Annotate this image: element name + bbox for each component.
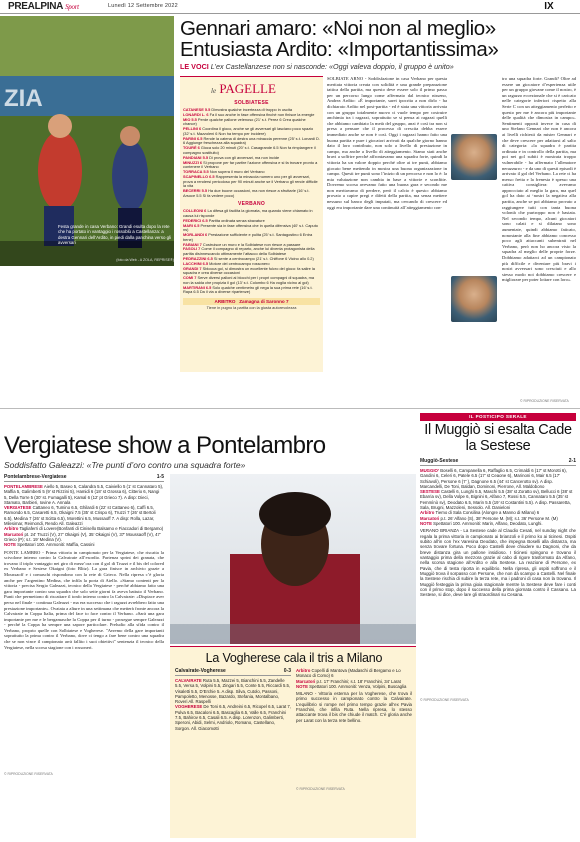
sidebar-body: VERANO BRIANZA - La Sestese cade al Claudio Cesati, nel sunday night che regala la prima vittoria in campionato ai brianzoli e il primo ko ai ticinesi. Ospiti subito all’in con l’ex Varesina Deodato, che impegna Boselli alla distanza, ma senza trovare fortuna. Poco dopo Castelli deve chiudere su Dagnoni, che da breve distanza gira un pallone insidioso. I ticinesi spingono e trovano il vantaggio prima della mezzora grazie al cabo di rigore trasformato da Alfano, nella scorsa stagione all’Ardito e alla Sestese. La reazione di Persone, ex Pavia, che di testa riporta in equilibrio. Nella ripresa, gli ospiti soffrono e il Muggiò trova il sorpasso con Persone, che non dà scampo a Castelli. Nel finale la Sestese rischia di subire la terza rete, ma i padroni di casa non la trovano. Il Muggiò festeggia la prima gioia stagionale mentre la Sestese deve fare i conti con il primo stop, dopo il successo della prima giornata contro il Cassano. La Sestese, si dice, deve lare gli straordinari su Cesana. — [420, 528, 576, 598]
bottom-article-body: PONTE LAMBRO - Prima vittoria in campionato per la Vergiatese, che riscatta la scivolone interno contro la Calvairate all’esordio. Partenza sprint dei granata, che trovano il triplo vantaggio nei giro di mezz’ora con il gol di Truzzi e il bis del colored ex Verbano e Sestese Okaigni (foto Blitz). La gara finisce in archivio grazie a Moussaoff e i comaschi rispondono con la rete di Grieco. Nella ripresa c’è gloria anche per l’argentino Medina, che infila la porta di Aiello. «Siamo contenti per la vittoria - precisa Sergio Galeazzi, tecnico della Vergiatese - perché abbiamo fatto una gara importante contro una squadra che solo sette giorni fa aveva battuto il Verbano. Punti che permettono di riscattare il tonfo interno contro la Calvairate: «Dispiace aver perso nel finale - continua Galeazzi - ma era successo che i ragazzi avrebbero fatto una prestazione importante». Ovatata a alture in una settimana che metterà fronte ancora la Calvairate in Coppa Italia, prima del face to face contro il Verbano. «Sarà una gara importante per me e le bergamasche la Coppa per il turno - prosegue sempre Galeazzi - perché la Coppa ha sempre una sapore particolare. Preludio alla sfida contro il Verbano, proprio quelle con Solbiatese e Vogherese. "Avremo della gare importanti soprattutto la prima contro il Verbano, dove ci tengo a fare bene contro una squadra che se non vince il campionato arrà fallito i suoi obiettivi" sentenzia il tecnico della Vergiatese, nella scorsa stagione con i rossoneri. — [4, 549, 164, 650]
item-label: TOURÉ 6 — [183, 145, 200, 151]
item-label: LONARDI L. 6 — [183, 111, 209, 117]
item-text: Solo qualche centimetro gli nega la sua prima rete (16’ s.t. Rapa 6.5 Da il via a diverse ripartenze) — [183, 284, 313, 295]
pagelle-team-1: SOLBIATESE — [234, 100, 269, 106]
list-item — [4, 542, 164, 547]
sidebar-headline: Il Muggiò si esalta Cade la Sestese — [424, 422, 572, 454]
item-label: MARTIRANI 6.5 — [183, 284, 212, 290]
item-label: FABIANI 7 — [183, 241, 202, 247]
portrait-spacer — [451, 274, 499, 320]
item-label: VOGHERESE — [175, 704, 203, 710]
item-text: De Toni 6.5, Andreini 6.5, Ricopel 6.5, Larat 7, Pulva 6.5, Bacaloni 6.5, Bascaglia 6.5, Valle 6.5, Franchini 7.5, Bahirov 6.5, Casali 6.5. A disp. Lorenzon, Galimberti, Speroni, Abidi, Selmi, Andriolo, Romano, Castellano, Sorgon. All. Giacomotti — [175, 704, 292, 731]
sidebar-result-score: 2-1 — [568, 458, 576, 464]
sidebar-credit: © RIPRODUZIONE RISERVATA — [420, 698, 469, 703]
item-text: Dimostra qualche incertezza di troppo in uscita — [210, 107, 293, 112]
vogherese-result-score: 0-3 — [283, 668, 291, 674]
item-label: CATANESE 5.5 — [183, 107, 211, 112]
item-label: GRANDI 7 — [183, 265, 202, 271]
item-label: PARINI 6.5 — [183, 135, 203, 141]
item-label: COMI 7 — [183, 275, 197, 281]
player-photo — [170, 474, 416, 644]
item-text: Aiello 5, Baseo 5, Calandra 5.5, Caiviello 5 (1’ st Cannataro 5), Maffia 5, Galimberti 5 (9’ st Rizzini 5), Hamidi 6 (18’ st Grossa 6), Citterio 6, Nangi 5, Della Torre 5 (30’ st. Fumagalli 5), Kamal 6 (12’ pt Grieco 7). A disp: Dieci, Stamato, Barbieri, Iovine A. Annala — [4, 484, 164, 505]
item-text: Sblocca gol, si dimostra un eccellente fulcro del gioco: fa salire la squadra e crea diverse occasioni — [183, 265, 315, 276]
list-item — [296, 684, 412, 689]
item-label: Marcatori — [420, 515, 440, 521]
item-label: VERGIATESE — [4, 505, 32, 511]
item-label: PELLINI 6 — [183, 126, 202, 132]
issue-date: Lunedì 12 Settembre 2022 — [108, 3, 178, 9]
item-text: Ha due buone occasioni, ma non riesce a sfruttarle (16’ s.t. Arsoce 5.5 Si fa vedere poco) — [183, 188, 310, 198]
item-label: MUGGIO’ — [420, 468, 440, 473]
pagelle-arbitro-label: ARBITRO — [214, 298, 236, 304]
pagelle-title-prefix: le — [211, 87, 217, 95]
bottom-result-teams: Pontelambrese-Vergiatese — [4, 474, 67, 480]
item-label: Marcatori — [296, 678, 316, 684]
vogherese-col-2 — [296, 668, 412, 791]
item-label: FEDERICI 6.5 — [183, 217, 208, 223]
item-text: Ruta 5.5, Mazzei 5, Bianchini 5.5, Zandelle 5.5, Versa 5, Volpini 5.5, Zingari 5.5, Conte 5.5, Riccardi 5.5, Visaletti 5.5, D’Erchie 5. A disp. Silva, Cutolo, Passoni, Pampoletto, Menosse, Bazardo, Stefania, Montalbano, Roveri All. Raspelli — [175, 678, 291, 705]
item-label: MIO 5.5 — [183, 116, 197, 122]
item-text: Boselli 6, Campanella 6, Raffaglio 6.5, Crimaldi 6 (17’ st Morotti 6), Gandini 6, Celeri 6, Patele 6.5 (17’ st Ceaone 6), Marinoni 6, Mair 6.5 (17’ Schiavoli), Persone 6 (7’ ), Dagnone 6.5 (44’ st Cancerotto sv). A disp. Marcandelli, De Toni, Baldan, Dominoni, Pierrone, All. Maldobono — [420, 468, 567, 489]
brand-name: PREALPINA — [8, 1, 64, 12]
bottom-tabellino — [4, 484, 164, 548]
top-article-col-1: SOLBIATE ARNO - Soddisfazione in casa Verbano per questa meritata vittoria creata con solidità e una grande preparazione tattica della partita, ma questo deve essere solo il primo passo per un percorso lungo come affermato dal tecnico nisseno, Andrea Ardito: «È importante, sarei ipocrita a non dirlo - ha dichiarato Ardito nel post-partita - ed è stata una vittoria arrivata con un gruppo totalmente nuovo ci vuole tempo per costruire anchimia tra i ragazzi, soprattutto se si pensa ai ragazzi quelli che abbiamo cambiato la metà del gruppo, anzi è così tra non si presa a pensare che il processo di crescita debba essere immediato anche se non è così. Oggi i ragazzi hanno fatto una buona partita e pure i giocatori arrivati da qualche giorno hanno dato il loro contributo, non solo a livello di prestazione in campo, ma anche a livello di atteggiamento. Siamo stati anche bravi a soffrire perché affrontavamo una squadra forte, quindi la vittoria ha un valore doppio perché oltre ai tre punti, abbiamo giocato bene mettendo in mostra una buona organizzazione in campo. Questi tre punti sono l’inizio di un percorso e non lo è: la mia valutazione non cambia in base a vittorie e sconfitte. Dovremo scorsa avevamo fatto una buona gara e secondo me non meritavamo di perdere, però il calcio è questo: abbiamo provato a capire pregi e difetti della partita, ma senza mettere nessuno sul banco degli imputati, ma cercando di crescere ed oggi era importante dare una continuità all’atteggiamento con- — [327, 76, 447, 210]
pagelle-title — [211, 81, 320, 97]
pagelle-box — [180, 76, 323, 372]
item-label: BECERRI 5.5 — [183, 188, 207, 194]
item-label: NOTE — [4, 542, 16, 548]
list-item — [4, 505, 164, 526]
vogherese-result-teams: Calvairate-Vogherese — [175, 668, 226, 674]
item-text: Si sente a centrocampo (21’ s.t. Chiffone 6 Vicino allo 0.2) — [212, 255, 314, 261]
top-headline-line-2: Entusiasta Ardito: «Importantissima» — [180, 38, 499, 61]
player-photo-illustration — [170, 474, 416, 644]
item-text: Non supera il muro del Verbano — [208, 169, 265, 175]
item-text: Castelli 6, Lunghi 5.5, Maschi 5.5 (38’ st Zoratto sv), Bellucci 6 (38’ st Ebarria sv), Della Volpe 6, Bignini 6, Alfano 7, Rossi 5.5, Cannataro 5.5 (35’ st Femmìnò sv), Deodato 6.5, Marin 5.5 (19’ st Costantini 5.5). A disp. Passaretta, Sala, Brugni, Mazzoleni, Sessolo. All. Danieloni — [420, 489, 573, 511]
list-item — [420, 468, 576, 489]
item-text: Gioca solo 20 minuti (20’ s.t. Casagrande 6.5 Non fa rimpiangere il compagno sostituito) — [183, 145, 316, 155]
vogherese-body: MILANO - Vittoria esterna per la Vogherese, che trova il primo successo in campionato contro la Calvairate. L’equilibrio si rompe nel primo tempo grazie all’ex Pavia Franchini, che infila Ruta. Nella ripresa, lo stesso attaccante trova il bis che chiude il match. C’è gloria anche per Larat con la terza rete bellino. — [296, 691, 412, 723]
item-label: Marcatori — [4, 531, 24, 537]
sidebar-result-teams: Muggiò-Sestese — [420, 458, 459, 464]
item-text: Serve diversi palloni ai blocchi per i propri compagni di squadra, ma non la salda che propizia il gol (13’ s.t. Colombo 6 Ha voglia vicino al gol) — [183, 275, 315, 285]
item-text: Prestazione sufficiente e pulita (25’ s.t. Santagostino 6 Entra bene) — [183, 232, 313, 242]
pagelle-team-2-list — [183, 209, 320, 295]
bottom-credit: © RIPRODUZIONE RISERVATA — [4, 771, 53, 776]
item-text: Spettatori 100. Ammoniti: Maffia, Cassini — [15, 542, 95, 548]
list-item — [4, 484, 164, 505]
item-label: Arbitro — [296, 668, 311, 673]
photo-caption: Festa grande in casa Verbano: Grandi esulta dopo la rete che ha portato in vantaggio i rossoblù a Castellanza: a destra Gennari dell’Ardito, in piedi dalla panchina verso gli avversari — [58, 224, 172, 246]
item-text: Di prova con gli avversari, ma non incide — [208, 154, 280, 160]
deck-text: L’ex Castellanzese non si nasconde: «Oggi valeva doppio, il gruppo è unito» — [210, 62, 454, 71]
item-label: Arbitro — [4, 526, 19, 532]
bottom-result — [4, 474, 164, 776]
list-item — [175, 678, 291, 704]
list-item — [175, 704, 291, 730]
item-text: Rappresenta la minaccia numero uno per gli avversari, prova a rendersi pericoloso per 90 minuti anche se il Verbano gli rende difficile la vita — [183, 173, 318, 189]
sidebar-kicker: IL POSTICIPO SERALE — [420, 413, 576, 421]
vogherese-title: La Vogherese cala il tris a Milano — [205, 651, 383, 665]
page-header — [0, 0, 580, 14]
top-headline-line-1: Gennari amaro: «Noi non al meglio» — [180, 17, 496, 40]
list-item — [420, 521, 576, 526]
item-text: Cattaneo 6, Tumino 6.5, Ghilardi 6 (22’ st Cattaneo 6), Caffi 6.5, Ramondo 6.5, Casaretti 6.5, Okaigni 7.5 (35’ st Crispo 6), Truzzi 7 (26’ st Bertoli 6.5), Medina 7 (26’ st Scitta 6.5), Morettini 6.5, Mussaoff 7. A disp: Rolla, Lazar, Milesimar, Reimondi, Rendo All. Galeazzi — [4, 505, 156, 527]
item-label: NOTE — [420, 520, 432, 526]
vogherese-col-1 — [175, 668, 291, 731]
item-text: Tagliaferri di Lovere(Bonfanti di Cinisello Balsamo e Fiaccadori di Bergamo) — [18, 526, 164, 532]
vogherese-tabellino-a — [175, 678, 291, 731]
item-label: PONTELAMBRESE — [4, 484, 43, 489]
top-article-col-2 — [451, 76, 576, 396]
item-text: Spettatori 100. Ammoniti: Marin, Alfano, Deodato, Lunghi. — [431, 520, 543, 526]
top-deck — [180, 62, 576, 71]
item-label: LACCHINI 6.5 — [183, 260, 209, 266]
item-text: Come il compagno di reparto, anche lui diventa protagonista della partita disinnescando ottimamente l’attacco della Solbiatese — [183, 246, 315, 257]
item-label: TORRACA 5.5 — [183, 169, 209, 175]
item-label: Arbitro — [420, 510, 435, 516]
item-label: PANDIANI 5.5 — [183, 154, 209, 160]
item-text: Tiemo di Sala Consilina (Alongre a Manno di Milano) 6 — [434, 510, 540, 516]
item-label: CALVAIRATE — [175, 678, 202, 683]
item-text: La difesa gli facilita la giornata, ma quando viene chiamato in causa lui risponde — [183, 208, 313, 218]
bottom-result-line — [4, 474, 164, 482]
item-text: Motore del centrocampo rossonero — [208, 260, 270, 266]
item-text: Si propone per far partire l’azione offensiva e si fa trovare pronto a contenere il Verbano — [183, 159, 318, 170]
list-item — [4, 532, 164, 543]
item-label: SESTESE — [420, 489, 440, 495]
pagelle-arbitro — [183, 298, 320, 305]
list-item — [183, 286, 320, 295]
deck-label: LE VOCI — [180, 62, 209, 71]
pagelle-team-1-list — [183, 108, 320, 198]
item-text: Spettatori 100. Ammoniti: Venza, Volpini, Buscaglia — [307, 683, 407, 689]
item-text: p.t. 17’ Franchini; s.t. 18’ Franchini, 34’ Larat — [315, 678, 401, 684]
item-label: MORLANDI 6 — [183, 232, 208, 238]
top-article-credit: © RIPRODUZIONE RISERVATA — [520, 399, 569, 403]
item-label: PEDRAZZINI 6.5 — [183, 255, 213, 261]
item-text: Perde qualche pallone velenoso (21’ s.t. Perez 6 Crea qualche chance) — [183, 116, 306, 127]
vogherese-result-line — [175, 668, 291, 676]
item-text: Copelli di Mantova (Madaschi di Bergamo e Lo Monaco di Como) 6 — [296, 668, 401, 679]
sidebar-result-line — [420, 458, 576, 466]
top-headline — [180, 18, 576, 60]
item-text: Rende la catena di destra una minaccia perenne (25’ s.t. Lonardi D. 6 Aggiunge freschezza alla squadra) — [183, 135, 320, 146]
pagelle-arbitro-name: Zamagna di Saronno 7 — [239, 298, 289, 304]
photo-credit: (foto da Web - A ZOLA, REPRISE®) — [116, 258, 174, 262]
newspaper-brand — [8, 1, 79, 12]
brand-section: Sport — [65, 3, 79, 11]
bottom-result-score: 1-5 — [156, 474, 164, 480]
vogherese-tabellino-b — [296, 668, 412, 689]
item-label: MARI 6.5 — [183, 222, 200, 228]
sidebar-content — [420, 458, 576, 702]
list-item — [420, 489, 576, 510]
item-text: Fa il suo anche in fase offensiva finché non finisce la energie — [208, 111, 315, 117]
portrait-spacer — [451, 134, 499, 178]
item-text: Coordina il gioco, anche se gli avversari gli lasciano poco spazio (32’ s.t. Mazzoleni 6 Non ha tempo per incidere) — [183, 126, 314, 136]
item-label: FASOLI 7 — [183, 246, 201, 252]
sidebar-tabellino — [420, 468, 576, 526]
pagelle-title-main: PAGELLE — [219, 81, 276, 96]
list-item — [183, 175, 320, 189]
page-number: IX — [544, 1, 554, 12]
item-text: p.t. 26’ Alfano (S), 38’ Persone M. (M); s.t. 36’ Persone M. (M) — [439, 515, 558, 521]
list-item — [296, 668, 412, 679]
top-article-col-2-text: tro una squadra forte. Grandi? Oltre ad essere un giocatore d’esperienza utile per un gruppo giovane come il nostro, è un ragazzo eccezionale che si è caricato nelle categorie inferiori rispetto alla Serie C con un atteggiamento perfetto e questo per me è ancora più importante delle qualità che dimostra in campo». Sentimenti opposti invece in casa di uno Stefano Gennari che non è ancora ai livelli richiesti da mister Gennari e che deve crescere per adattarsi al salto di categoria: «la squadra è partita ordinata e in controllo della partita, ma poi nei gol subiti è mostrata troppo vulnerabile - ha affermato l’allenatore nerazzurro - e da uno di questi episodi è arrivato il gol del Verbano. La rete ci ha messo fretta e la frenesia è spesso una cattiva consigliera: avevamo approcciato al meglio la gara, ma quel gol ha dato ai ‘nostri la negativa alla partita, anche se poi abbiamo provato a raggiungere tutti con tanta buona volontà che purtroppo non è bastata. Nel secondo tempo, alcuni giocatori sono calati e si dilatano sono aumentate, quindi abbiamo faticato, nonostante alla fine abbiamo concesso poco agli attaccanti subentrati nel Verbano, però non ho ancora visto la squadra al meglio delle proprie forze. Dobbiamo adattarci ad un campionato più difficile e diventare più bravi i nostri avversari sono cresciuti e allo stesso modo noi dobbiamo crescere e migliorare per poter lottare con loro». — [502, 76, 576, 283]
svg-text:ZIA: ZIA — [4, 85, 43, 112]
item-label: SCAPINELLO 6.5 — [183, 173, 215, 179]
bottom-headline: Vergiatese show a Pontelambro — [4, 432, 326, 459]
pagelle-team-2: VERBANO — [237, 201, 266, 208]
item-text: pt. 24’ Truzzi (V), 27’ Okaigni (V), 35’ Okaigni (V), 37’ Moussaoff (V), 47’ Grieco (P); s.t. 19’ Medina (V). — [4, 531, 161, 542]
item-label: NOTE — [296, 683, 308, 689]
item-text: Presente sia in fase offensiva che in quella difensiva (40’ s.t. Caputo ns) — [183, 222, 318, 233]
item-text: Costruisce un muro e la Solbiatese non riesce a passare — [201, 241, 301, 247]
vogherese-credit: © RIPRODUZIONE RISERVATA — [296, 787, 345, 792]
item-label: MINUZZI 6 — [183, 159, 203, 165]
item-label: COLLEONI 6 — [183, 208, 207, 214]
item-text: Partita ordinata senza sbavature — [207, 217, 265, 223]
bottom-deck: Soddisfatto Galeazzi: «Tre punti d’oro contro una squadra forte» — [4, 460, 246, 470]
pagelle-arbitro-note: Tiene in pugno la partita con la giusta autorevolezza — [206, 304, 297, 310]
list-item — [183, 189, 320, 198]
section-divider — [0, 408, 580, 409]
